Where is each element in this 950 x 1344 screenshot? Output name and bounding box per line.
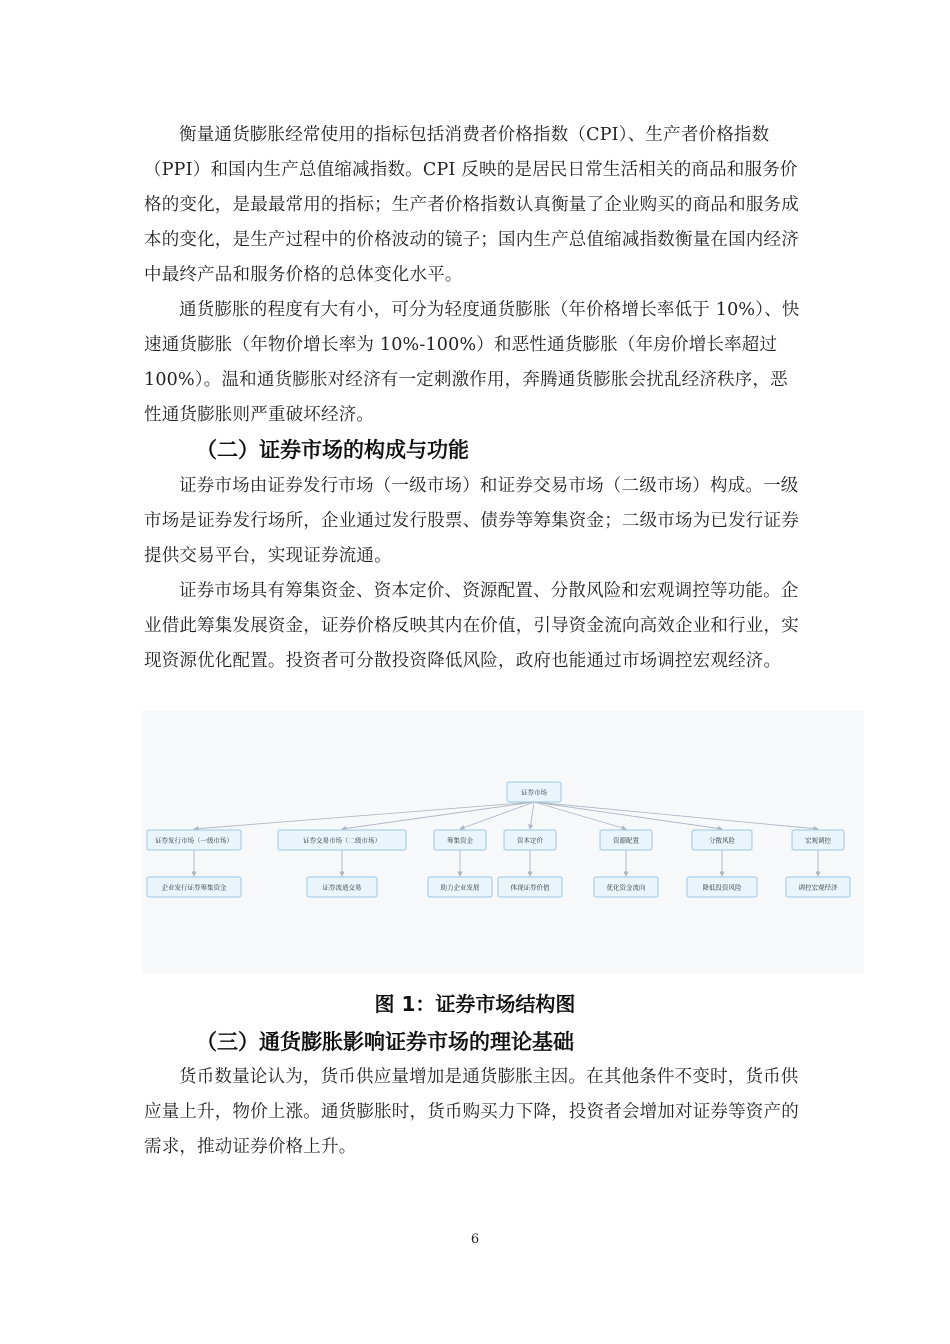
diagram-level1-node (434, 830, 486, 850)
paragraph-inflation-degrees: 通货膨胀的程度有大有小，可分为轻度通货膨胀（年价格增长率低于 10%）、快速通货膨胀（年物价增长率为 10%-100%）和恶性通货膨胀（年房价增长率超过 100%）。温和通货膨胀对经济有一定刺激作用，奔腾通货膨胀会扰乱经济秩序，恶性通货膨胀则严重破坏经济。 (144, 300, 800, 425)
diagram-level2-node (498, 877, 562, 897)
diagram-canvas (142, 711, 864, 973)
svg-text:证券市场: 证券市场 (521, 788, 547, 797)
svg-text:证券流通交易: 证券流通交易 (322, 883, 362, 892)
diagram-edge-root-to-level1 (460, 802, 534, 829)
svg-text:企业发行证券筹集资金: 企业发行证券筹集资金 (161, 883, 227, 892)
diagram-edge-root-to-level1 (194, 802, 534, 829)
diagram-edge-root-to-level1 (534, 802, 722, 829)
svg-text:调控宏观经济: 调控宏观经济 (798, 883, 838, 892)
diagram-level2-node (786, 877, 850, 897)
diagram-level2-node (594, 877, 658, 897)
diagram-edge-root-to-level1 (342, 802, 534, 829)
diagram-level2-node (307, 877, 377, 897)
diagram-root-node (507, 782, 561, 802)
svg-text:分散风险: 分散风险 (709, 836, 735, 845)
section-heading-theory: （三）通货膨胀影响证券市场的理论基础 (196, 1030, 574, 1054)
market-structure-diagram (142, 711, 864, 973)
svg-text:证券发行市场（一级市场）: 证券发行市场（一级市场） (155, 836, 233, 845)
svg-text:助力企业发展: 助力企业发展 (440, 883, 480, 892)
diagram-edge-root-to-level1 (530, 802, 534, 829)
paragraph-market-composition: 证券市场由证券发行市场（一级市场）和证券交易市场（二级市场）构成。一级市场是证券发行场所，企业通过发行股票、债券等筹集资金；二级市场为已发行证券提供交易平台，实现证券流通。 (144, 476, 799, 566)
diagram-level1-node (692, 830, 752, 850)
paragraph-quantity-theory: 货币数量论认为，货币供应量增加是通货膨胀主因。在其他条件不变时，货币供应量上升，物价上涨。通货膨胀时，货币购买力下降，投资者会增加对证券等资产的需求，推动证券价格上升。 (144, 1067, 799, 1157)
diagram-level2-node (428, 877, 492, 897)
diagram-level2-node (687, 877, 757, 897)
svg-text:宏观调控: 宏观调控 (805, 836, 831, 845)
paragraph-market-functions: 证券市场具有筹集资金、资本定价、资源配置、分散风险和宏观调控等功能。企业借此筹集发展资金，证券价格反映其内在价值，引导资金流向高效企业和行业，实现资源优化配置。投资者可分散投资降低风险，政府也能通过市场调控宏观经济。 (144, 581, 799, 671)
diagram-level1-node (504, 830, 556, 850)
diagram-level1-node (792, 830, 844, 850)
page-number: 6 (470, 1232, 480, 1247)
svg-text:资本定价: 资本定价 (517, 836, 543, 845)
svg-text:证券交易市场（二级市场）: 证券交易市场（二级市场） (303, 836, 381, 845)
diagram-level1-node (600, 830, 652, 850)
diagram-level2-node (147, 877, 241, 897)
figure-caption: 图 1：证券市场结构图 (374, 992, 576, 1016)
paragraph-inflation-indicators: 衡量通货膨胀经常使用的指标包括消费者价格指数（CPI）、生产者价格指数（PPI）和国内生产总值缩减指数。CPI 反映的是居民日常生活相关的商品和服务价格的变化，是最最常用的指标；生产者价格指数认真衡量了企业购买的商品和服务成本的变化，是生产过程中的价格波动的镜子；国内生产总值缩减指数衡量在国内经济中最终产品和服务价格的总体变化水平。 (144, 125, 799, 285)
diagram-level1-node (147, 830, 241, 850)
diagram-level1-node (278, 830, 406, 850)
svg-text:资源配置: 资源配置 (613, 836, 639, 845)
section-heading-market-structure: （二）证券市场的构成与功能 (196, 438, 469, 462)
svg-text:筹集资金: 筹集资金 (447, 836, 473, 845)
svg-text:体现证券价值: 体现证券价值 (510, 883, 550, 892)
svg-text:降低投资风险: 降低投资风险 (702, 883, 742, 892)
diagram-edge-root-to-level1 (534, 802, 818, 829)
svg-text:优化资金流向: 优化资金流向 (606, 883, 646, 892)
